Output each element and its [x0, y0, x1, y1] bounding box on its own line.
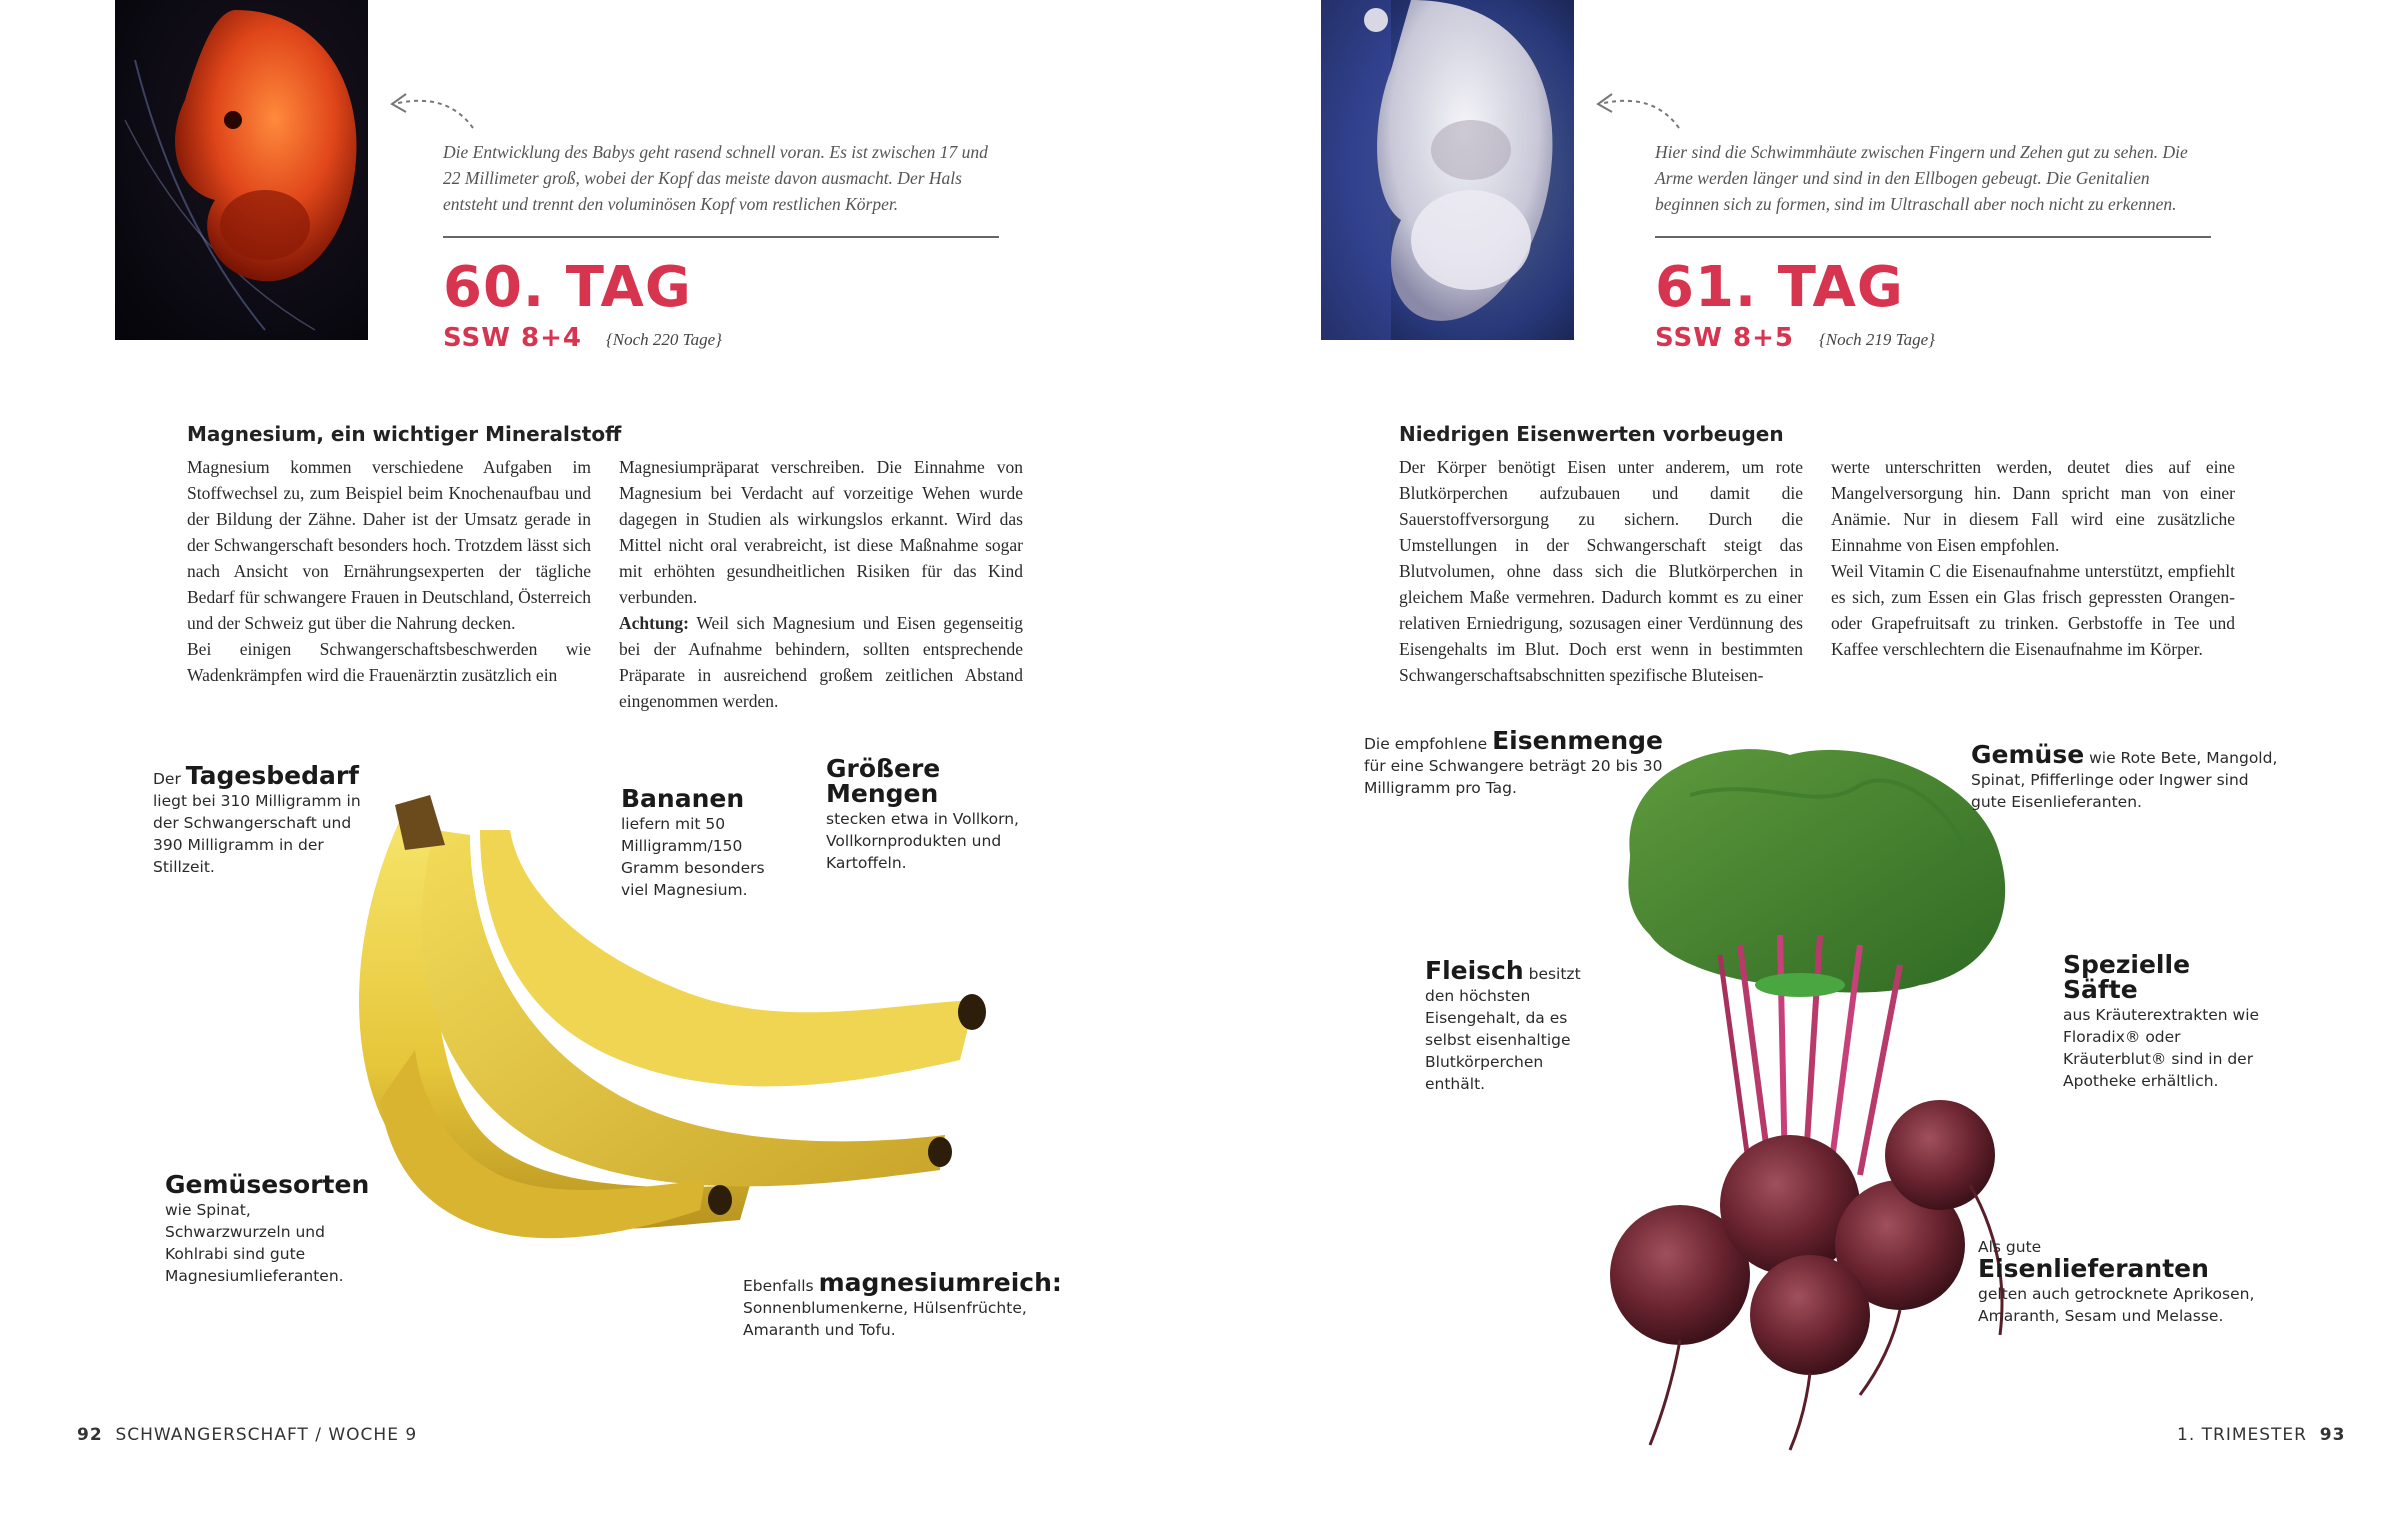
annotation-vegetables	[1971, 740, 2281, 813]
text-column-1	[187, 454, 591, 688]
annotation-keyword: Gemüse	[1971, 740, 2085, 769]
annotation-text: stecken etwa in Vollkorn, Vollkornprodukten und Kartoffeln.	[826, 810, 1019, 872]
annotation-iron-amount	[1364, 726, 1664, 799]
annotation-magnesium-rich	[743, 1268, 1063, 1341]
annotation-text: Spinat, Pfifferlinge oder Ingwer sind gute Eisenlieferanten.	[1971, 771, 2249, 811]
warning-text: Weil sich Magnesium und Eisen gegenseitig bei der Aufnahme behindern, sollten entsprechende Präparate in ausreichend großem zeitlichen Abstand eingenommen werden.	[619, 613, 1023, 711]
page-footer-left	[77, 1423, 417, 1447]
text-column-2	[619, 454, 1023, 714]
paragraph: Weil Vitamin C die Eisenaufnahme unterstützt, empfiehlt es sich, zum Essen ein Glas frisch gepressten Orangen- oder Grapefruitsaft zu trinken. Gerbstoffe in Tee und Kaffee verschlechtern die Eisenaufnahme im Körper.	[1831, 561, 2235, 659]
annotation-prefix: Der	[153, 770, 186, 788]
page-number: 92	[77, 1425, 103, 1445]
annotation-keyword: Fleisch	[1425, 956, 1524, 985]
annotation-larger-amounts	[826, 754, 1056, 874]
annotation-keyword: Bananen	[621, 784, 745, 813]
paragraph: werte unterschritten werden, deutet dies auf eine Mangelversorgung hin. Dann spricht man von einer Anämie. Nur in diesem Fall wird eine zusätzliche Einnahme von Eisen empfohlen.	[1831, 457, 2235, 555]
annotation-text: liefern mit 50 Milligramm/150 Gramm besonders viel Magnesium.	[621, 815, 765, 899]
pregnancy-week-label: SSW 8+4	[443, 323, 582, 353]
annotation-text: aus Kräuterextrakten wie Floradix® oder Kräuterblut® sind in der Apotheke erhältlich.	[2063, 1006, 2260, 1090]
annotation-keyword: Eisenmenge	[1492, 726, 1664, 755]
text-column-1	[1399, 454, 1803, 688]
paragraph: Magnesiumpräparat verschreiben. Die Einnahme von Magnesium bei Verdacht auf vorzeitige Wehen wurde dagegen in Studien als wirkungslos erkannt. Wird das Mittel nicht oral verabreicht, ist diese Maßnahme sogar mit erhöhten gesundheitlichen Risiken für das Kind verbunden.	[619, 457, 1023, 607]
annotation-iron-suppliers	[1978, 1236, 2268, 1327]
page-number: 93	[2319, 1425, 2346, 1445]
annotation-keyword: magnesiumreich:	[818, 1268, 1062, 1297]
warning-paragraph	[619, 610, 1023, 714]
embryo-photo-day-60	[115, 0, 368, 340]
divider-line	[443, 236, 999, 238]
warning-label: Achtung:	[619, 613, 690, 633]
annotation-text: Sonnenblumenkerne, Hülsenfrüchte, Amaranth und Tofu.	[743, 1299, 1027, 1339]
photo-caption: Hier sind die Schwimmhäute zwischen Fingern und Zehen gut zu sehen. Die Arme werden länger und sind in den Ellbogen gebeugt. Die Genitalien beginnen sich zu formen, sind im Ultraschall aber noch nicht zu erkennen.	[1655, 142, 2188, 214]
annotation-prefix: Als gute	[1978, 1238, 2042, 1256]
day-title: 61. TAG	[1655, 255, 1904, 320]
running-title: 1. TRIMESTER	[2177, 1425, 2307, 1445]
annotation-text: liegt bei 310 Milligramm in der Schwangerschaft und 390 Milligramm in der Stillzeit.	[153, 792, 361, 876]
photo-caption: Die Entwicklung des Babys geht rasend schnell voran. Es ist zwischen 17 und 22 Millimeter groß, wobei der Kopf das meiste davon ausmacht. Der Hals entsteht und trennt den voluminösen Kopf vom restlichen Körper.	[443, 142, 988, 214]
annotation-text-inline: wie Rote Bete, Mangold,	[2084, 749, 2278, 767]
annotation-special-juices	[2063, 950, 2268, 1092]
divider-line	[1655, 236, 2211, 238]
paragraph: Magnesium kommen verschiedene Aufgaben im Stoffwechsel zu, zum Beispiel beim Knochenaufbau und der Bildung der Zähne. Daher ist der Umsatz gerade in der Schwangerschaft besonders hoch. Trotzdem lässt sich nach Ansicht von Ernährungsexperten der tägliche Bedarf für schwangere Frauen in Deutschland, Österreich und der Schweiz gut über die Nahrung decken.	[187, 457, 591, 633]
annotation-meat	[1425, 956, 1595, 1095]
annotation-keyword: Eisenlieferanten	[1978, 1254, 2209, 1283]
annotation-keyword: Gemüsesorten	[165, 1170, 370, 1199]
remaining-days: {Noch 219 Tage}	[1819, 330, 1935, 349]
day-title: 60. TAG	[443, 255, 692, 320]
annotation-prefix: Ebenfalls	[743, 1277, 819, 1295]
running-title: SCHWANGERSCHAFT / WOCHE 9	[115, 1425, 418, 1445]
annotation-prefix: Die empfohlene	[1364, 735, 1493, 753]
embryo-photo-day-61	[1321, 0, 1574, 340]
section-heading: Niedrigen Eisenwerten vorbeugen	[1399, 422, 1784, 446]
annotation-text: für eine Schwangere beträgt 20 bis 30 Milligramm pro Tag.	[1364, 757, 1663, 797]
beetroot-illustration	[1560, 735, 2060, 1455]
annotation-keyword: Größere Mengen	[826, 754, 941, 808]
page-footer-right	[2177, 1423, 2345, 1447]
paragraph: Der Körper benötigt Eisen unter anderem, um rote Blutkörperchen aufzubauen und damit die Sauerstoffversorgung zu sichern. Durch die Umstellungen in der Schwangerschaft steigt das Blutvolumen, ohne dass sich die Blutkörperchen in gleichem Maße vermehren. Dadurch kommt es zu einer relativen Erniedrigung, sozusagen einer Verdünnung des Eisengehalts im Blut. Doch erst wenn in bestimmten Schwangerschaftsabschnitten spezifische Bluteisen-	[1399, 457, 1803, 685]
section-heading: Magnesium, ein wichtiger Mineralstoff	[187, 422, 622, 446]
remaining-days: {Noch 220 Tage}	[606, 330, 722, 349]
text-column-2	[1831, 454, 2235, 662]
annotation-keyword: Tagesbedarf	[185, 761, 360, 790]
annotation-bananas	[621, 784, 786, 901]
paragraph: Bei einigen Schwangerschaftsbeschwerden wie Wadenkrämpfen wird die Frauenärztin zusätzlich ein	[187, 639, 591, 685]
annotation-text: wie Spinat, Schwarzwurzeln und Kohlrabi sind gute Magnesiumlieferanten.	[165, 1201, 344, 1285]
annotation-text: den höchsten Eisengehalt, da es selbst eisenhaltige Blutkörperchen enthält.	[1425, 987, 1571, 1093]
annotation-keyword: Spezielle Säfte	[2063, 950, 2191, 1004]
annotation-text: gelten auch getrocknete Aprikosen, Amaranth, Sesam und Melasse.	[1978, 1285, 2255, 1325]
annotation-vegetables	[165, 1170, 370, 1287]
annotation-text-inline: besitzt	[1523, 965, 1581, 983]
annotation-daily-need	[153, 761, 373, 878]
pregnancy-week-label: SSW 8+5	[1655, 323, 1794, 353]
